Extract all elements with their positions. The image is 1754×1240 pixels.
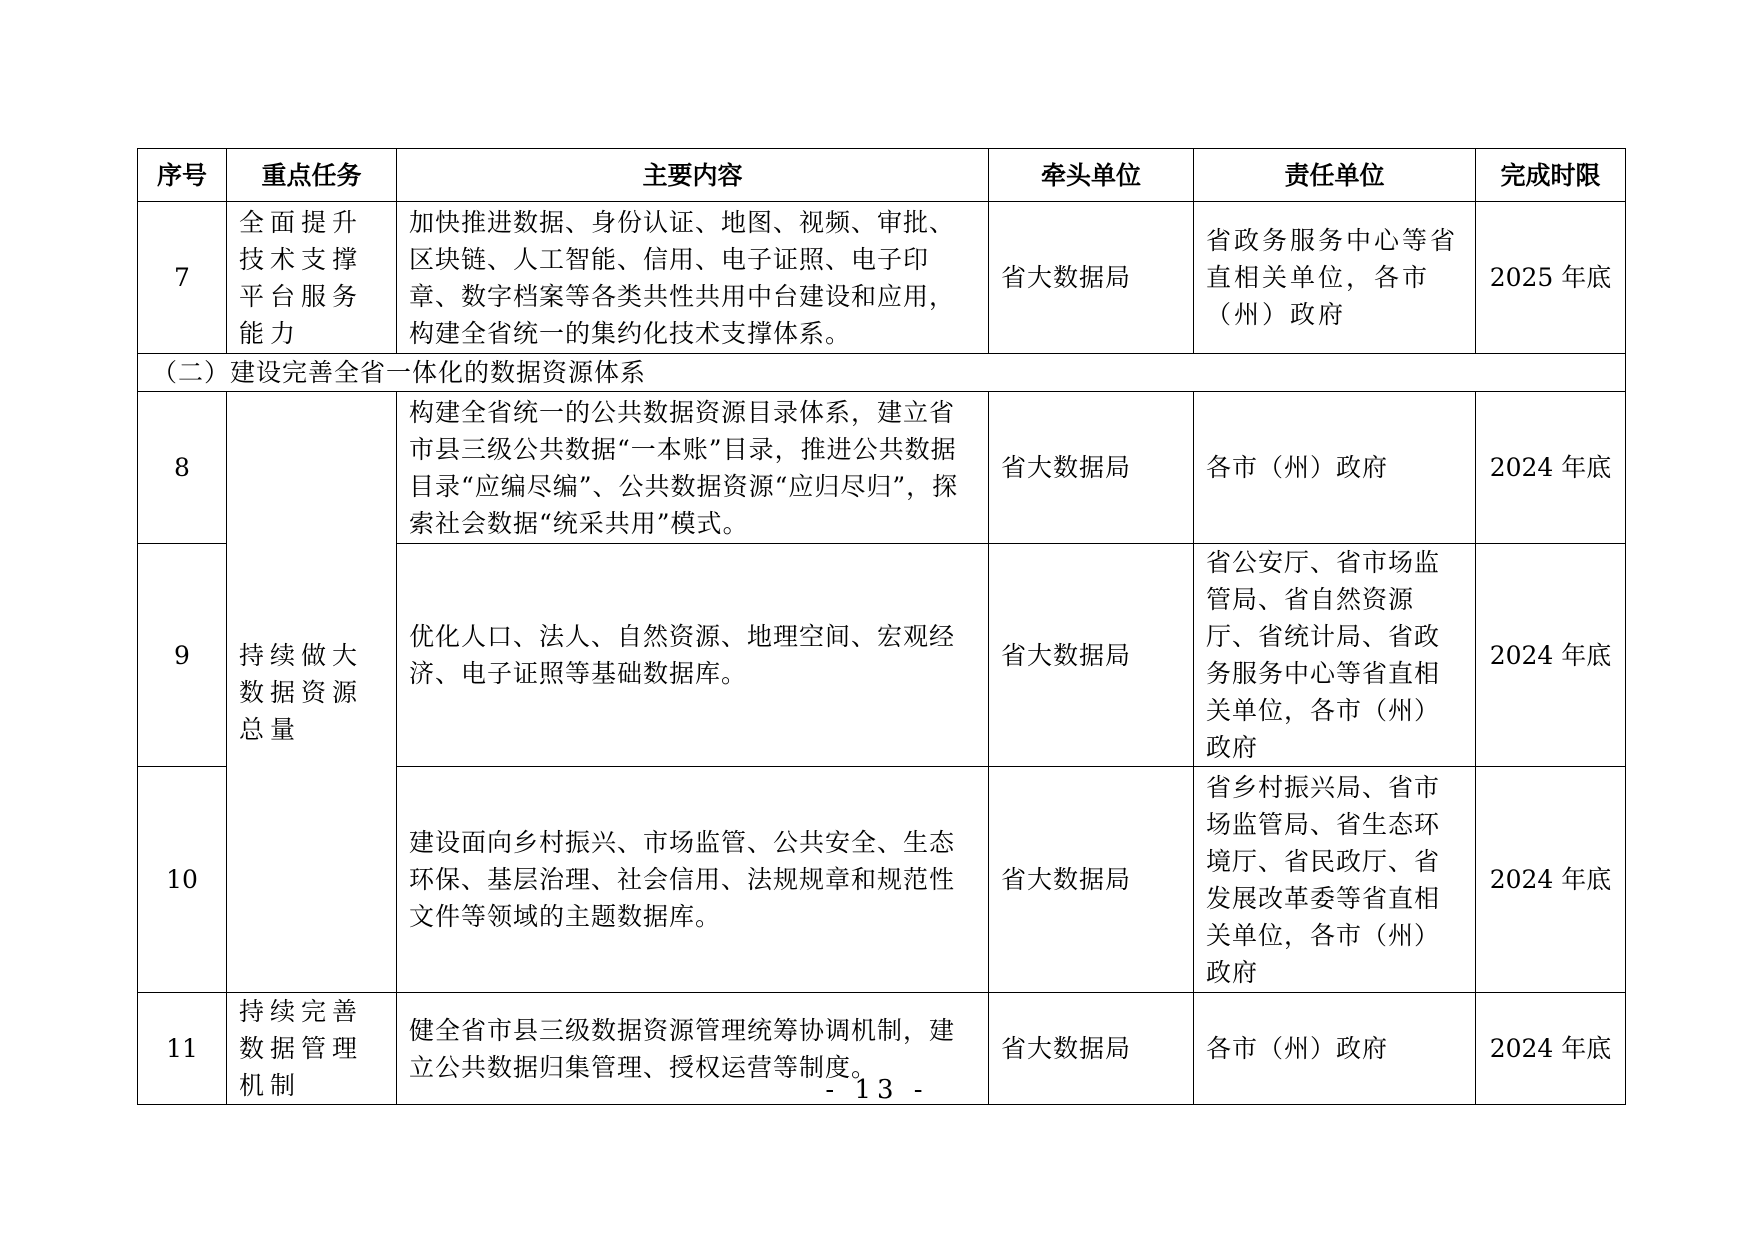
row-responsible: 各市（州）政府 (1194, 392, 1476, 544)
row-task: 持续完善数据管理机制 (227, 993, 397, 1105)
row-no: 8 (138, 392, 227, 544)
row-responsible: 省公安厅、省市场监管局、省自然资源厅、省统计局、省政务服务中心等省直相关单位，各市（州）政府 (1194, 544, 1476, 767)
row-content: 建设面向乡村振兴、市场监管、公共安全、生态环保、基层治理、社会信用、法规规章和规范性文件等领域的主题数据库。 (397, 767, 989, 993)
header-responsible: 责任单位 (1194, 149, 1476, 202)
row-lead: 省大数据局 (989, 767, 1194, 993)
row-content: 优化人口、法人、自然资源、地理空间、宏观经济、电子证照等基础数据库。 (397, 544, 989, 767)
row-responsible: 省乡村振兴局、省市场监管局、省生态环境厅、省民政厅、省发展改革委等省直相关单位，各市（州）政府 (1194, 767, 1476, 993)
row-content: 加快推进数据、身份认证、地图、视频、审批、区块链、人工智能、信用、电子证照、电子印章、数字档案等各类共性共用中台建设和应用，构建全省统一的集约化技术支撑体系。 (397, 202, 989, 354)
header-no: 序号 (138, 149, 227, 202)
row-no: 10 (138, 767, 227, 993)
header-content: 主要内容 (397, 149, 989, 202)
header-lead: 牵头单位 (989, 149, 1194, 202)
table-row (138, 202, 1626, 354)
row-content: 构建全省统一的公共数据资源目录体系，建立省市县三级公共数据“一本账”目录，推进公共数据目录“应编尽编”、公共数据资源“应归尽归”，探索社会数据“统采共用”模式。 (397, 392, 989, 544)
row-lead: 省大数据局 (989, 544, 1194, 767)
table-header-row (138, 149, 1626, 202)
row-deadline: 2025 年底 (1476, 202, 1626, 354)
row-no: 7 (138, 202, 227, 354)
row-lead: 省大数据局 (989, 392, 1194, 544)
page-number: - 13 - (825, 1075, 929, 1105)
group-task: 持续做大数据资源总量 (227, 392, 397, 993)
section-title: （二）建设完善全省一体化的数据资源体系 (138, 354, 1626, 392)
row-deadline: 2024 年底 (1476, 544, 1626, 767)
task-table (137, 148, 1626, 1105)
row-no: 9 (138, 544, 227, 767)
row-no: 11 (138, 993, 227, 1105)
row-deadline: 2024 年底 (1476, 993, 1626, 1105)
row-responsible: 省政务服务中心等省直相关单位，各市（州）政府 (1194, 202, 1476, 354)
table-row (138, 392, 1626, 544)
row-lead: 省大数据局 (989, 993, 1194, 1105)
row-lead: 省大数据局 (989, 202, 1194, 354)
header-deadline: 完成时限 (1476, 149, 1626, 202)
row-deadline: 2024 年底 (1476, 767, 1626, 993)
row-task: 全面提升技术支撑平台服务能力 (227, 202, 397, 354)
header-task: 重点任务 (227, 149, 397, 202)
row-content: 健全省市县三级数据资源管理统筹协调机制，建立公共数据归集管理、授权运营等制度。 (397, 993, 989, 1105)
row-responsible: 各市（州）政府 (1194, 993, 1476, 1105)
section-row (138, 354, 1626, 392)
row-deadline: 2024 年底 (1476, 392, 1626, 544)
